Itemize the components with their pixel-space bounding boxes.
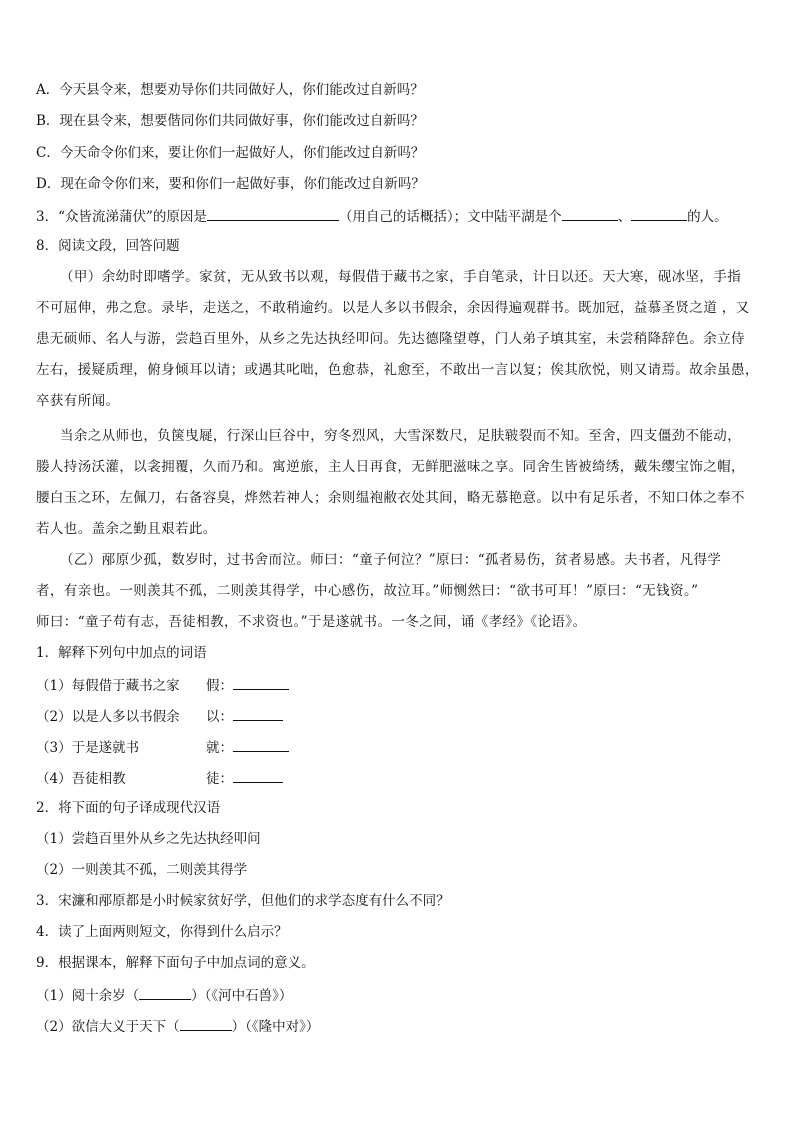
passage-yi-line: 者，有亲也。一则羡其不孤，二则羡其得学，中心感伤，故泣耳。”师恻然曰：“欲书可耳！”原曰：“无钱资。” [36,583,699,599]
q8-1-word: 就： [206,740,233,756]
q9-item-prefix: （2）欲信大义于天下（ [36,1019,180,1035]
q8-1-word: 以： [206,709,233,725]
q7-3-suffix: 的人。 [687,209,728,225]
q8-1-sentence: （1）每假借于藏书之家 [36,678,180,694]
passage-jia-line: 卒获有所闻。 [36,393,120,409]
q7-option-b: B．现在县令来，想要偕同你们共同做好事，你们能改过自新吗？ [36,113,424,129]
answer-blank[interactable] [562,205,618,221]
q9-item-suffix: ）（《隆中对》） [231,1019,320,1035]
q9-item-prefix: （1）阅十余岁（ [36,988,140,1004]
q8-1-heading: 1．解释下列句中加点的词语 [36,645,207,661]
q8-1-word: 徒： [206,771,233,787]
passage-jia-line: 左右，援疑质理，俯身倾耳以请；或遇其叱咄，色愈恭，礼愈至，不敢出一言以复；俟其欣悦，则又请焉。故余虽愚， [36,362,759,378]
q7-option-a: A．今天县令来，想要劝导你们共同做好人，你们能改过自新吗？ [36,82,424,98]
q9-item-suffix: ）（《河中石兽》） [191,988,293,1004]
passage-jia2-line: 腰白玉之环，左佩刀，右备容臭，烨然若神人；余则缊袍敝衣处其间，略无慕艳意。以中有足乐者，不知口体之奉不 [36,490,745,506]
q9-item [36,984,774,1006]
q7-3-middle: （用自己的话概括）；文中陆平湖是个 [338,209,562,225]
q7-3-sep: 、 [617,209,632,225]
q7-3-prefix: 3．“众皆流涕蒲伏”的原因是 [36,209,207,225]
q8-1-item [36,674,774,696]
q8-1-item [36,736,774,758]
passage-jia-line: 不可屈伸，弗之怠。录毕，走送之，不敢稍逾约。以是人多以书假余，余因得遍观群书。既加冠，益慕圣贤之道 ，又 [36,300,750,316]
answer-blank[interactable] [180,1015,232,1031]
q7-subquestion-3 [36,205,774,227]
q9-item [36,1015,774,1037]
q7-option-d: D．现在命令你们来，要和你们一起做好事，你们能改过自新吗？ [36,176,425,192]
q7-option-c: C．今天命令你们来，要让你们一起做好人，你们能改过自新吗？ [36,145,425,161]
q8-1-item [36,767,774,789]
answer-blank[interactable] [233,674,289,690]
q8-1-sentence: （3）于是遂就书 [36,740,140,756]
q8-1-item [36,705,774,727]
q8-2-heading: 2．将下面的句子译成现代汉语 [36,800,221,816]
q8-3-question: 3．宋濂和邴原都是小时候家贫好学，但他们的求学态度有什么不同？ [36,893,450,909]
q9-heading: 9．根据课本，解释下面句子中加点词的意义。 [36,955,315,971]
answer-blank[interactable] [233,736,289,752]
q8-4-question: 4．读了上面两则短文，你得到什么启示？ [36,924,288,940]
passage-jia-line: 患无硕师、名人与游，尝趋百里外，从乡之先达执经叩问。先达德隆望尊，门人弟子填其室，未尝稍降辞色。余立侍 [36,331,745,347]
q8-1-word: 假： [206,678,233,694]
passage-yi-line: 师曰：“童子苟有志，吾徒相教，不求资也。”于是遂就书。一冬之间，诵《孝经》《论语》。 [36,614,587,630]
q8-1-sentence: （4）吾徒相教 [36,771,126,787]
answer-blank[interactable] [631,205,687,221]
passage-jia2-line: 若人也。盖余之勤且艰若此。 [36,521,217,537]
answer-blank[interactable] [233,767,283,783]
passage-jia2-line: 媵人持汤沃灌，以衾拥覆，久而乃和。寓逆旅，主人日再食，无鲜肥滋味之享。同舍生皆被绮绣，戴朱缨宝饰之帽， [36,459,745,475]
answer-blank[interactable] [233,705,283,721]
answer-blank[interactable] [139,984,191,1000]
passage-yi-line: （乙）邴原少孤，数岁时，过书舍而泣。师曰：“童子何泣？”原曰：“孤者易伤，贫者易感。夫书者，凡得学 [60,552,722,568]
q8-heading: 8．阅读文段，回答问题 [36,238,180,254]
passage-jia2-line: 当余之从师也，负箧曳屣，行深山巨谷中，穷冬烈风，大雪深数尺，足肤皲裂而不知。至舍，四支僵劲不能动， [60,428,742,444]
passage-jia-line: （甲）余幼时即嗜学。家贫，无从致书以观，每假借于藏书之家，手自笔录，计日以还。天大寒，砚冰坚，手指 [60,269,742,285]
q8-1-sentence: （2）以是人多以书假余 [36,709,180,725]
q8-2-item: （1）尝趋百里外从乡之先达执经叩问 [36,831,261,847]
answer-blank[interactable] [207,205,339,221]
q8-2-item: （2）一则羡其不孤，二则羡其得学 [36,862,248,878]
